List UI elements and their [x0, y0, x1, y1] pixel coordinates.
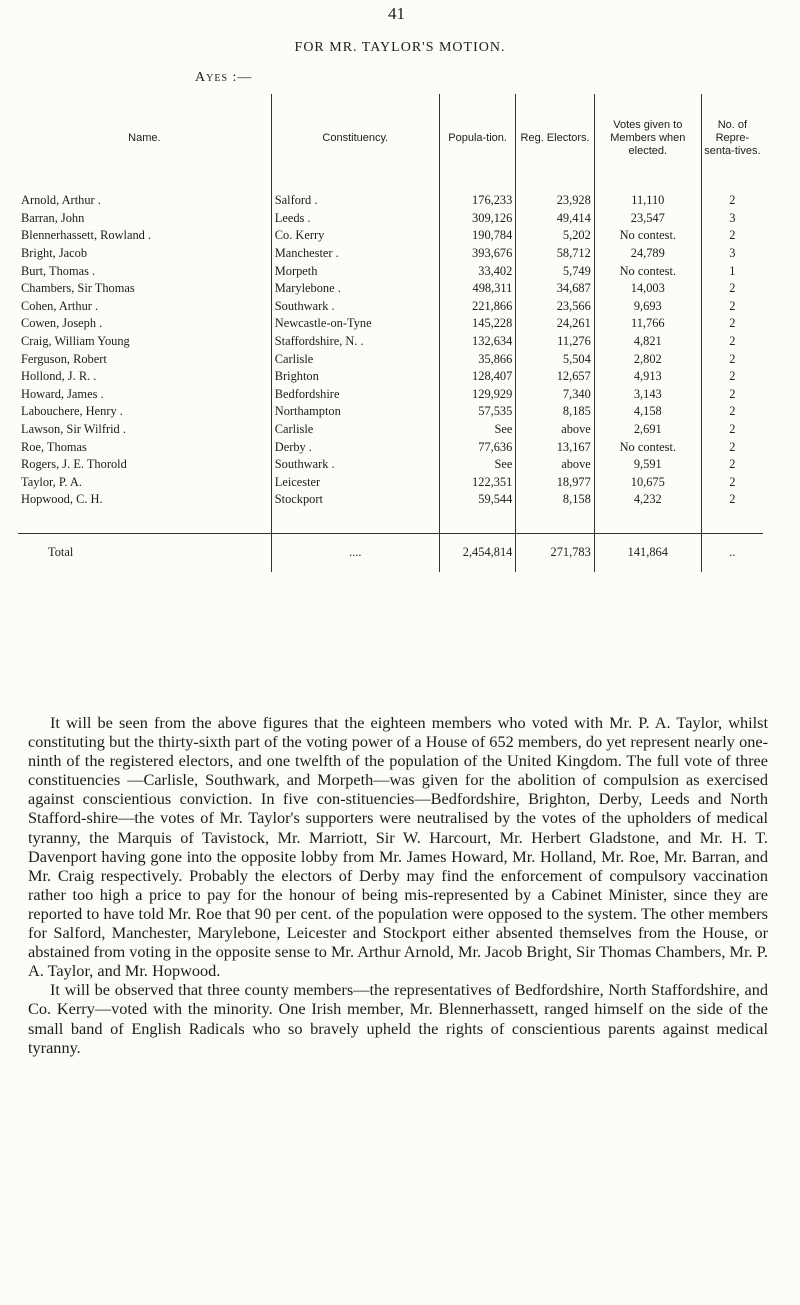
row-population: 35,866	[439, 350, 515, 368]
row-electors: 8,185	[516, 403, 594, 421]
table-row	[18, 474, 763, 492]
row-votes: 24,789	[594, 245, 701, 263]
row-electors: 13,167	[516, 438, 594, 456]
row-votes: 4,821	[594, 333, 701, 351]
row-votes: 4,913	[594, 368, 701, 386]
row-constituency: Carlisle	[271, 350, 439, 368]
row-constituency: Marylebone .	[271, 280, 439, 298]
table-body	[18, 182, 763, 509]
row-electors: 24,261	[516, 315, 594, 333]
row-votes: 2,691	[594, 421, 701, 439]
row-name: Howard, James .	[21, 386, 104, 401]
row-votes: 4,232	[594, 491, 701, 509]
row-name: Hopwood, C. H.	[21, 492, 103, 507]
row-representatives: 2	[701, 333, 763, 351]
row-constituency: Carlisle	[271, 421, 439, 439]
row-representatives: 3	[701, 210, 763, 228]
row-electors: 8,158	[516, 491, 594, 509]
row-constituency: Newcastle-on-Tyne	[271, 315, 439, 333]
row-electors: above	[516, 421, 594, 439]
row-name: Barran, John	[21, 210, 85, 225]
row-representatives: 2	[701, 192, 763, 210]
table-row	[18, 421, 763, 439]
table-row	[18, 245, 763, 263]
row-constituency: Leicester	[271, 474, 439, 492]
row-constituency: Stockport	[271, 491, 439, 509]
row-population: 128,407	[439, 368, 515, 386]
header-representatives: No. of Repre-senta-tives.	[701, 94, 763, 182]
row-electors: 18,977	[516, 474, 594, 492]
row-population: See	[439, 421, 515, 439]
row-representatives: 2	[701, 421, 763, 439]
header-electors: Reg. Electors.	[516, 94, 594, 182]
row-constituency: Co. Kerry	[271, 227, 439, 245]
row-representatives: 2	[701, 456, 763, 474]
row-population: 77,636	[439, 438, 515, 456]
table-row	[18, 227, 763, 245]
total-row	[18, 533, 763, 572]
row-constituency: Derby .	[271, 438, 439, 456]
row-votes: No contest.	[594, 438, 701, 456]
row-name: Taylor, P. A.	[21, 474, 82, 489]
table-row	[18, 315, 763, 333]
row-population: 498,311	[439, 280, 515, 298]
row-constituency: Southwark .	[271, 456, 439, 474]
paragraph-2: It will be observed that three county members—the representatives of Bedfordshire, North Staffordshire, and Co. Kerry—voted with the minority. One Irish member, Mr. Blennerhassett, ranged himself on the side of the small band of English Radicals who so bravely upheld the rights of conscientious parents against medical tyranny.	[28, 980, 768, 1057]
row-electors: 5,749	[516, 262, 594, 280]
row-votes: No contest.	[594, 262, 701, 280]
row-votes: 3,143	[594, 386, 701, 404]
row-representatives: 2	[701, 438, 763, 456]
total-votes: 141,864	[594, 533, 701, 572]
header-name: Name.	[128, 131, 161, 144]
row-votes: 11,766	[594, 315, 701, 333]
table-row	[18, 438, 763, 456]
row-votes: 9,693	[594, 298, 701, 316]
paragraph-1: It will be seen from the above figures that the eighteen members who voted with Mr. P. A. Taylor, whilst constituting but the thirty-sixth part of the voting power of a House of 652 members, do yet represent nearly one-ninth of the registered electors, and one twelfth of the population of the United Kingdom. The full vote of three constituencies —Carlisle, Southwark, and Morpeth—was given for the abolition of compulsion as exercised against conscientious conviction. In five con-stituencies—Bedfordshire, Brighton, Derby, Leeds and North Stafford-shire—the votes of Mr. Taylor's supporters were neutralised by the votes of the upholders of medical tyranny, the Marquis of Tavistock, Mr. Marriott, Sir W. Harcourt, Mr. Herbert Gladstone, and Mr. H. T. Davenport having gone into the opposite lobby from Mr. James Howard, Mr. Holland, Mr. Roe, Mr. Barran, and Mr. Craig respectively. Probably the electors of Derby may find the enforcement of compulsory vaccination rather too high a price to pay for the honour of being mis-represented by a Cabinet Minister, since they are reported to have told Mr. Roe that 90 per cent. of the population were opposed to the system. The other members for Salford, Manchester, Marylebone, Leicester and Stockport either absented themselves from the House, or abstained from voting in the opposite sense to Mr. Arthur Arnold, Mr. Jacob Bright, Sir Thomas Chambers, Mr. P. A. Taylor, and Mr. Hopwood.	[28, 713, 768, 981]
row-constituency: Leeds .	[271, 210, 439, 228]
total-label: Total	[18, 533, 271, 572]
row-population: See	[439, 456, 515, 474]
row-name: Ferguson, Robert	[21, 351, 107, 366]
row-votes: 10,675	[594, 474, 701, 492]
row-name: Labouchere, Henry .	[21, 404, 123, 419]
table-row	[18, 280, 763, 298]
row-representatives: 2	[701, 280, 763, 298]
row-name: Craig, William Young	[21, 334, 130, 349]
row-name: Bright, Jacob	[21, 246, 88, 261]
table-row	[18, 298, 763, 316]
row-votes: 11,110	[594, 192, 701, 210]
row-electors: 23,928	[516, 192, 594, 210]
row-population: 309,126	[439, 210, 515, 228]
row-representatives: 2	[701, 315, 763, 333]
row-electors: 49,414	[516, 210, 594, 228]
row-constituency: Morpeth	[271, 262, 439, 280]
row-representatives: 2	[701, 227, 763, 245]
page-number: 41	[388, 4, 405, 23]
row-name: Blennerhassett, Rowland .	[21, 228, 152, 243]
total-population: 2,454,814	[439, 533, 515, 572]
table-row	[18, 403, 763, 421]
row-name: Arnold, Arthur .	[21, 193, 101, 208]
row-electors: 58,712	[516, 245, 594, 263]
row-votes: 23,547	[594, 210, 701, 228]
row-representatives: 2	[701, 474, 763, 492]
row-electors: 7,340	[516, 386, 594, 404]
row-representatives: 3	[701, 245, 763, 263]
row-electors: 5,202	[516, 227, 594, 245]
row-votes: 4,158	[594, 403, 701, 421]
row-population: 145,228	[439, 315, 515, 333]
row-representatives: 2	[701, 403, 763, 421]
row-electors: above	[516, 456, 594, 474]
row-representatives: 2	[701, 350, 763, 368]
row-population: 129,929	[439, 386, 515, 404]
table-row	[18, 368, 763, 386]
row-name: Cowen, Joseph .	[21, 316, 103, 331]
table-header-row	[18, 94, 763, 182]
row-name: Cohen, Arthur .	[21, 298, 99, 313]
total-constituency: ....	[271, 533, 439, 572]
commentary	[28, 713, 768, 1057]
table-row	[18, 386, 763, 404]
table-row	[18, 456, 763, 474]
table-row	[18, 210, 763, 228]
row-name: Hollond, J. R. .	[21, 369, 97, 384]
row-constituency: Salford .	[271, 192, 439, 210]
table-row	[18, 192, 763, 210]
row-population: 132,634	[439, 333, 515, 351]
row-population: 190,784	[439, 227, 515, 245]
row-population: 59,544	[439, 491, 515, 509]
total-representatives: ..	[701, 533, 763, 572]
row-constituency: Brighton	[271, 368, 439, 386]
page-heading: FOR MR. TAYLOR'S MOTION.	[294, 40, 506, 55]
row-representatives: 1	[701, 262, 763, 280]
row-population: 33,402	[439, 262, 515, 280]
row-name: Burt, Thomas .	[21, 263, 96, 278]
table-row	[18, 350, 763, 368]
row-name: Roe, Thomas	[21, 439, 87, 454]
row-representatives: 2	[701, 298, 763, 316]
row-name: Chambers, Sir Thomas	[21, 281, 135, 296]
table-row	[18, 262, 763, 280]
row-constituency: Southwark .	[271, 298, 439, 316]
row-constituency: Manchester .	[271, 245, 439, 263]
row-population: 176,233	[439, 192, 515, 210]
total-electors: 271,783	[516, 533, 594, 572]
row-electors: 34,687	[516, 280, 594, 298]
row-population: 122,351	[439, 474, 515, 492]
row-population: 393,676	[439, 245, 515, 263]
row-votes: No contest.	[594, 227, 701, 245]
row-constituency: Bedfordshire	[271, 386, 439, 404]
row-votes: 2,802	[594, 350, 701, 368]
row-votes: 14,003	[594, 280, 701, 298]
row-representatives: 2	[701, 386, 763, 404]
table-row	[18, 333, 763, 351]
row-electors: 23,566	[516, 298, 594, 316]
row-constituency: Staffordshire, N. .	[271, 333, 439, 351]
row-representatives: 2	[701, 368, 763, 386]
row-electors: 12,657	[516, 368, 594, 386]
ayes-table	[18, 94, 763, 572]
table-row	[18, 491, 763, 509]
row-population: 57,535	[439, 403, 515, 421]
header-constituency: Constituency.	[271, 94, 439, 182]
header-population: Popula-tion.	[439, 94, 515, 182]
header-votes: Votes given to Members when elected.	[594, 94, 701, 182]
row-electors: 5,504	[516, 350, 594, 368]
row-name: Rogers, J. E. Thorold	[21, 457, 127, 472]
row-name: Lawson, Sir Wilfrid .	[21, 422, 126, 437]
row-electors: 11,276	[516, 333, 594, 351]
row-constituency: Northampton	[271, 403, 439, 421]
row-population: 221,866	[439, 298, 515, 316]
ayes-subheading: Ayes :—	[195, 70, 253, 85]
row-votes: 9,591	[594, 456, 701, 474]
row-representatives: 2	[701, 491, 763, 509]
